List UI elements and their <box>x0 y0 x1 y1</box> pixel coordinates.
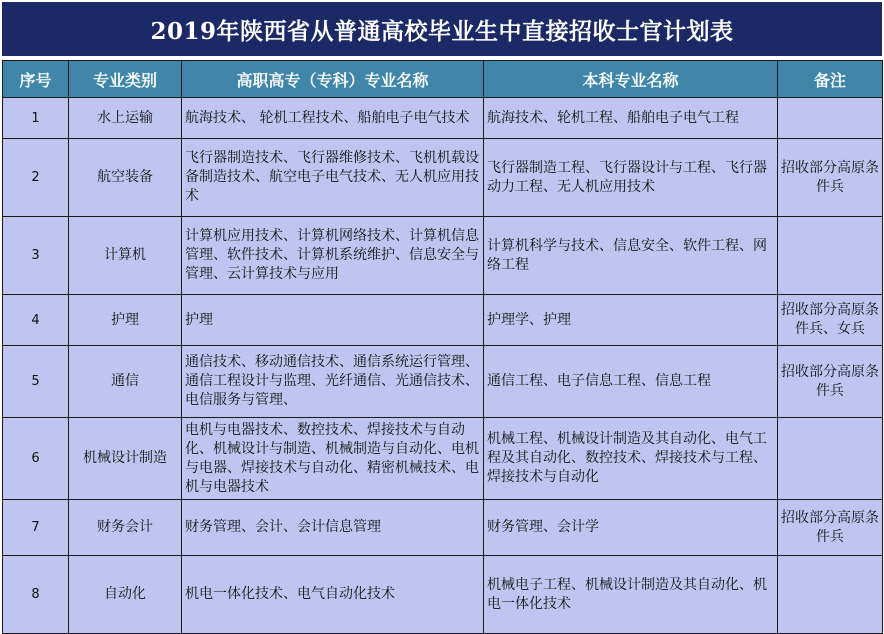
row-index: 3 <box>3 217 69 295</box>
row-undergrad: 计算机科学与技术、信息安全、软件工程、网络工程 <box>484 217 778 295</box>
row-undergrad: 航海技术、轮机工程、船舶电子电气工程 <box>484 98 778 139</box>
row-index: 8 <box>3 556 69 634</box>
row-note: 招收部分高原条件兵 <box>778 346 883 418</box>
row-category: 计算机 <box>69 217 182 295</box>
table-row <box>3 346 883 418</box>
row-undergrad: 飞行器制造工程、飞行器设计与工程、飞行器动力工程、无人机应用技术 <box>484 139 778 217</box>
table-row <box>3 556 883 634</box>
row-category: 航空装备 <box>69 139 182 217</box>
table-header-row <box>3 61 883 98</box>
row-category: 机械设计制造 <box>69 418 182 500</box>
header-vocational-majors: 高职高专（专科）专业名称 <box>182 61 484 98</box>
row-vocational: 通信技术、移动通信技术、通信系统运行管理、通信工程设计与监理、光纤通信、光通信技术、电信服务与管理、 <box>182 346 484 418</box>
table-row <box>3 295 883 346</box>
table-row <box>3 217 883 295</box>
row-index: 2 <box>3 139 69 217</box>
row-vocational: 飞行器制造技术、飞行器维修技术、飞机机载设备制造技术、航空电子电气技术、无人机应用技术 <box>182 139 484 217</box>
row-note: 招收部分高原条件兵 <box>778 139 883 217</box>
table-row <box>3 500 883 556</box>
row-category: 自动化 <box>69 556 182 634</box>
row-undergrad: 护理学、护理 <box>484 295 778 346</box>
row-category: 护理 <box>69 295 182 346</box>
row-index: 6 <box>3 418 69 500</box>
table-row <box>3 139 883 217</box>
row-undergrad: 通信工程、电子信息工程、信息工程 <box>484 346 778 418</box>
row-category: 水上运输 <box>69 98 182 139</box>
header-notes: 备注 <box>778 61 883 98</box>
row-undergrad: 机械电子工程、机械设计制造及其自动化、机电一体化技术 <box>484 556 778 634</box>
row-note <box>778 556 883 634</box>
row-note: 招收部分高原条件兵 <box>778 500 883 556</box>
page-title: 2019年陕西省从普通高校毕业生中直接招收士官计划表 <box>2 2 882 56</box>
header-undergrad-majors: 本科专业名称 <box>484 61 778 98</box>
row-index: 5 <box>3 346 69 418</box>
table-row <box>3 418 883 500</box>
row-undergrad: 财务管理、会计学 <box>484 500 778 556</box>
row-vocational: 航海技术、 轮机工程技术、船舶电子电气技术 <box>182 98 484 139</box>
row-vocational: 财务管理、会计、会计信息管理 <box>182 500 484 556</box>
header-index: 序号 <box>3 61 69 98</box>
row-vocational: 计算机应用技术、计算机网络技术、计算机信息管理、软件技术、计算机系统维护、信息安全与管理、云计算技术与应用 <box>182 217 484 295</box>
row-vocational: 机电一体化技术、电气自动化技术 <box>182 556 484 634</box>
row-note: 招收部分高原条件兵、女兵 <box>778 295 883 346</box>
row-category: 通信 <box>69 346 182 418</box>
table-row <box>3 98 883 139</box>
row-note <box>778 98 883 139</box>
row-note <box>778 418 883 500</box>
row-index: 7 <box>3 500 69 556</box>
row-vocational: 护理 <box>182 295 484 346</box>
row-category: 财务会计 <box>69 500 182 556</box>
row-index: 1 <box>3 98 69 139</box>
row-undergrad: 机械工程、机械设计制造及其自动化、电气工程及其自动化、数控技术、焊接技术与工程、焊接技术与自动化 <box>484 418 778 500</box>
header-category: 专业类别 <box>69 61 182 98</box>
row-note <box>778 217 883 295</box>
recruitment-plan-table <box>2 60 883 634</box>
row-index: 4 <box>3 295 69 346</box>
row-vocational: 电机与电器技术、数控技术、焊接技术与自动化、机械设计与制造、机械制造与自动化、电机与电器、焊接技术与自动化、精密机械技术、电机与电器技术 <box>182 418 484 500</box>
